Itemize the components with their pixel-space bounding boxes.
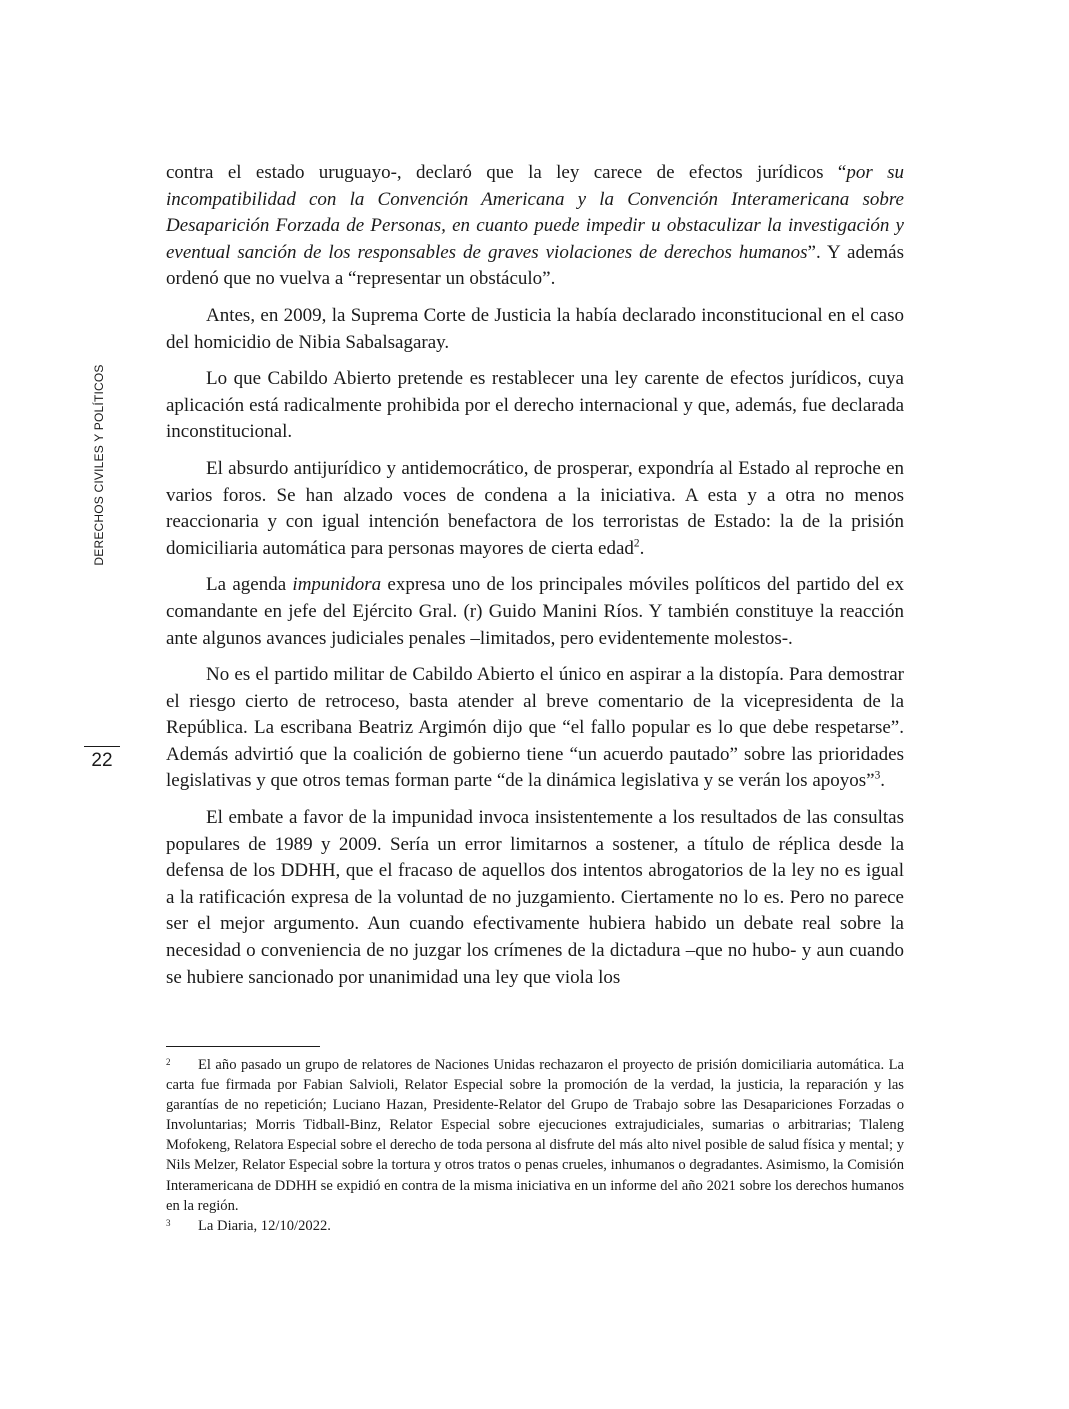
paragraph-text: No es el partido militar de Cabildo Abierto el único en aspirar a la distopía. Para demostrar el riesgo cierto de retroceso, basta atender al breve comentario de la vicepresidenta de la República. La escribana Beatriz Argimón dijo que “el fallo popular es lo que debe respetarse”. Además advirtió que la coalición de gobierno tiene “un acuerdo pautado” sobre las prioridades legislativas y que otros temas forman parte “de la dinámica legislativa y se verán los apoyos” [166,664,904,792]
paragraph-7 [166,805,904,991]
quoted-ruling: por su incompatibilidad con la Convención Americana y la Convención Interamericana sobre Desaparición Forzada de Personas, en cuanto puede impedir u obstaculizar la investigación y eventual sanción de los responsables de graves violaciones de derechos humanos [166,162,904,263]
paragraph-text: . [639,537,645,559]
footnote-3 [166,1216,904,1236]
paragraph-text: El embate a favor de la impunidad invoca insistentemente a los resultados de las consultas populares de 1989 y 2009. Sería un error limitarnos a sostener, a título de réplica desde la defensa de los DDHH, que el fracaso de aquellos dos intentos abrogatorios de la ley no es igual a la ratificación expresa de la voluntad de no juzgamiento. Ciertamente no lo es. Pero no parece ser el mejor argumento. Aun cuando efectivamente hubiera habido un debate real sobre la necesidad o conveniencia de no juzgar los crímenes de la dictadura –que no hubo- y aun cuando se hubiere sancionado por unanimidad una ley que viola los [166,807,904,988]
page-number: 22 [91,750,113,771]
section-title: DERECHOS CIVILES Y POLÍTICOS [92,364,106,566]
paragraph-4 [166,456,904,562]
paragraph-2 [166,303,904,356]
footnote-mark: 3 [166,1217,171,1228]
footnote-ref-3[interactable]: 3 [874,770,881,783]
page-number-rule [84,746,120,747]
paragraph-1 [166,160,904,293]
body-text [166,160,904,1001]
paragraph-text: Lo que Cabildo Abierto pretende es restablecer una ley carente de efectos jurídicos, cuya aplicación está radicalmente prohibida por el derecho internacional y que, además, fue declarada inconstitucional. [166,368,904,443]
italic-term: impunidora [292,574,382,596]
footnotes [166,1055,904,1236]
paragraph-text: ”. Y además ordenó que no vuelva a “representar un obstáculo”. [166,241,904,290]
footnote-2 [166,1055,904,1216]
paragraph-text: . [880,770,886,792]
paragraph-5 [166,572,904,652]
footnote-text: La Diaria, 12/10/2022. [198,1217,331,1234]
paragraph-text: contra el estado uruguayo-, declaró que la ley carece de efectos jurídicos “ [166,162,847,183]
footnote-text: El año pasado un grupo de relatores de Naciones Unidas rechazaron el proyecto de prisión domiciliaria automática. La carta fue firmada por Fabian Salvioli, Relator Especial sobre la promoción de la verdad, la justicia, la reparación y las garantías de no repetición; Luciano Hazan, Presidente-Relator del Grupo de Trabajo sobre las Desapariciones Forzadas o Involuntarias; Morris Tidball-Binz, Relator Especial sobre ejecuciones extrajudiciales, sumarias o arbitrarias; Tlaleng Mofokeng, Relatora Especial sobre el derecho de toda persona al disfrute del más alto nivel posible de salud física y mental; y Nils Melzer, Relator Especial sobre la tortura y otros tratos o penas crueles, inhumanos o degradantes. Asimismo, la Comisión Interamericana de DDHH se expidió en contra de la misma iniciativa en un informe del año 2021 sobre los derechos humanos en la región. [166,1057,904,1214]
footnote-ref-2[interactable]: 2 [633,537,640,550]
footnote-mark: 2 [166,1057,171,1067]
paragraph-text: Antes, en 2009, la Suprema Corte de Justicia la había declarado inconstitucional en el caso del homicidio de Nibia Sabalsagaray. [166,304,904,353]
paragraph-text: expresa uno de los principales móviles políticos del partido del ex comandante en jefe del Ejército Gral. (r) Guido Manini Ríos. Y también constituye la reacción ante algunos avances judiciales penales –limitados, pero evidentemente molestos-. [166,574,905,649]
paragraph-text: El absurdo antijurídico y antidemocrático, de prosperar, expondría al Estado al reproche en varios foros. Se han alzado voces de condena a la iniciativa. A esta y a otra no menos reaccionaria y con igual intención benefactora de los terroristas de Estado: la de la prisión domiciliaria automática para personas mayores de cierta edad [166,457,904,559]
footnote-separator [166,1046,320,1047]
paragraph-text: La agenda [206,574,293,596]
paragraph-3 [166,366,904,446]
paragraph-6 [166,662,904,795]
